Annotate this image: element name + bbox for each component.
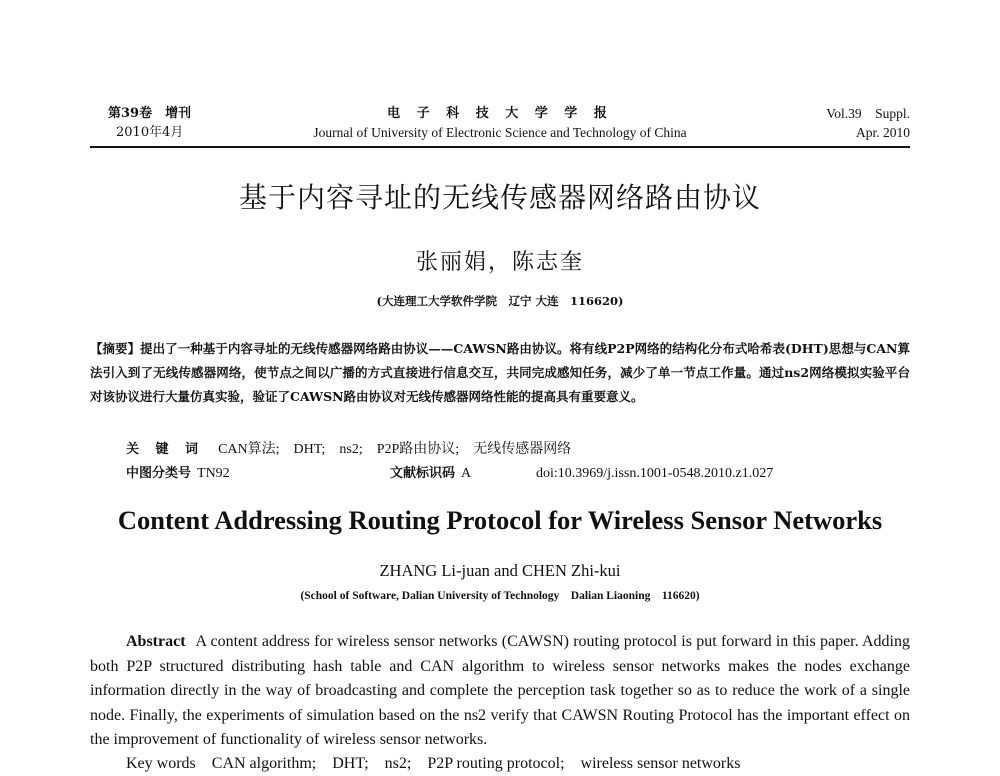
date-en: Apr. 2010 <box>856 125 910 140</box>
journal-name-cn: 电 子 科 技 大 学 学 报 <box>387 106 613 121</box>
affiliation-en: (School of Software, Dalian University of Technology Dalian Liaoning 116620) <box>300 590 700 602</box>
volume-en: Vol.39 Suppl. <box>826 106 910 121</box>
keywords-cn <box>126 438 910 462</box>
title-cn: 基于内容寻址的无线传感器网络路由协议 <box>238 181 761 214</box>
keywords-en-cutoff: Key words CAN algorithm; DHT; ns2; P2P routing protocol; wireless sensor networks <box>126 755 741 772</box>
classification-row <box>126 462 910 486</box>
abstract-en-label: Abstract <box>126 633 186 650</box>
authors-en: ZHANG Li-juan and CHEN Zhi-kui <box>379 561 621 580</box>
abstract-cn-label: 【摘要】 <box>90 341 141 356</box>
clc-label: 中图分类号 <box>126 466 192 481</box>
header-right <box>826 104 910 142</box>
keywords-cn-label: 关 键 词 <box>126 442 205 457</box>
authors-cn: 张丽娟，陈志奎 <box>415 250 584 275</box>
journal-name-en: Journal of University of Electronic Science and Technology of China <box>313 125 687 140</box>
date-cn: 2010年4月 <box>116 125 184 140</box>
title-en: Content Addressing Routing Protocol for Wireless Sensor Networks <box>117 505 883 535</box>
doc-code <box>390 462 471 486</box>
abstract-cn <box>90 337 910 409</box>
keywords-cn-value: CAN算法; DHT; ns2; P2P路由协议; 无线传感器网络 <box>218 442 572 457</box>
doc-code-value: A <box>461 466 472 481</box>
journal-header <box>90 104 910 150</box>
doc-code-label: 文献标识码 <box>390 466 456 481</box>
abstract-en-text: A content address for wireless sensor networks (CAWSN) routing protocol is put forward in this paper. Adding both P2P structured distributing hash table and CAN algorithm to wireless sensor networks makes the nodes exchange information directly in the way of broadcasting and complete the perception task together so as to reduce the work of a single node. Finally, the experiments of simulation based on the ns2 verify that CAWSN Routing Protocol has the important effect on the improvement of functionality of wireless sensor networks. <box>90 633 910 748</box>
abstract-cn-text: 提出了一种基于内容寻址的无线传感器网络路由协议——CAWSN路由协议。将有线P2P网络的结构化分布式哈希表(DHT)思想与CAN算法引入到了无线传感器网络，使节点之间以广播的方式直接进行信息交互，共同完成感知任务，减少了单一节点工作量。通过ns2网络模拟实验平台对该协议进行大量仿真实验，验证了CAWSN路由协议对无线传感器网络性能的提高具有重要意义。 <box>90 341 910 404</box>
doi: doi:10.3969/j.issn.1001-0548.2010.z1.027 <box>536 466 774 481</box>
header-center <box>90 104 910 142</box>
header-rule <box>90 146 910 148</box>
affiliation-cn: (大连理工大学软件学院 辽宁 大连 116620) <box>376 294 624 308</box>
clc-value: TN92 <box>197 466 230 481</box>
volume-cn: 第39卷 增刊 <box>108 106 192 121</box>
abstract-en <box>90 630 910 753</box>
